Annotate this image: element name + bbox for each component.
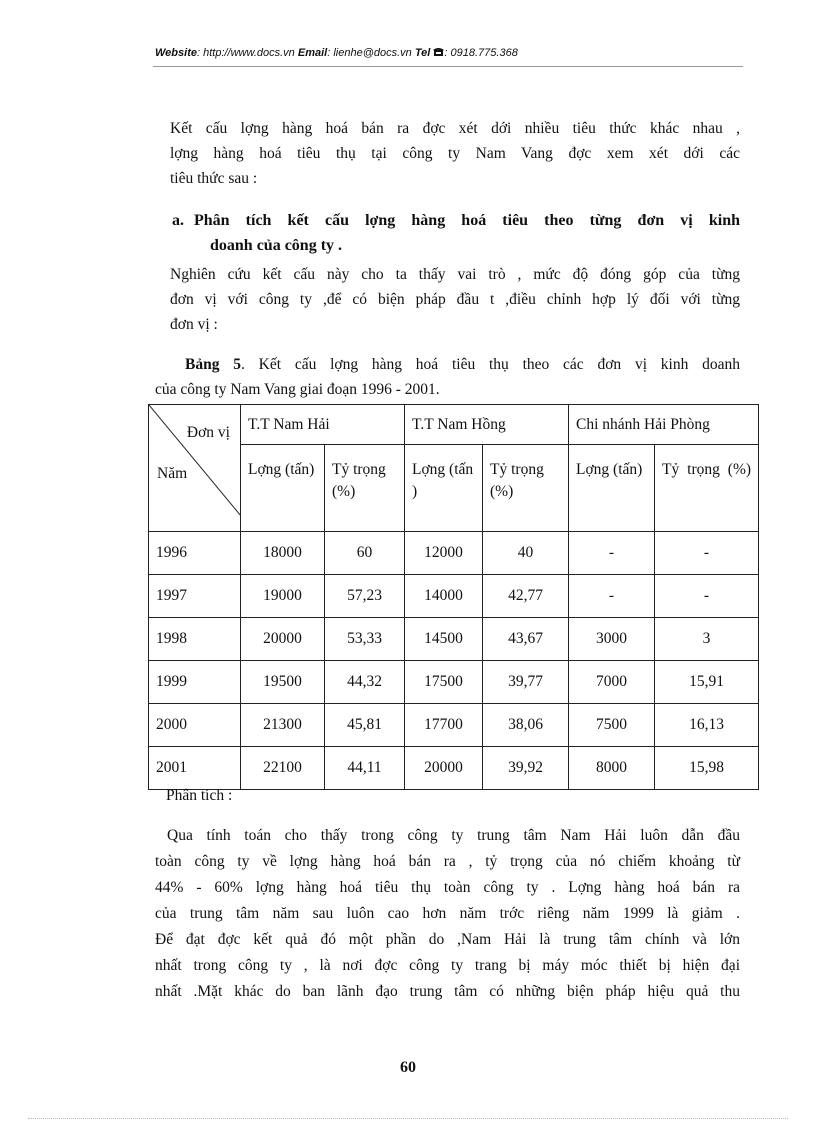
- table-cell: 38,06: [483, 704, 569, 747]
- analysis-line: 44% - 60% lợng hàng hoá tiêu thụ toàn công ty . Lợng hàng hoá bán ra: [155, 879, 740, 896]
- table-cell: 40: [483, 532, 569, 575]
- heading-line: doanh của công ty .: [210, 237, 343, 254]
- year-cell: 1997: [149, 575, 241, 618]
- table-cell: 16,13: [655, 704, 759, 747]
- subheader-cell: Lợng (tấn): [241, 445, 325, 532]
- table-cell: -: [569, 532, 655, 575]
- analysis-line: nhất .Mặt khác do ban lãnh đạo trung tâm có những biện pháp hiệu quả thu: [155, 983, 740, 1000]
- year-cell: 2001: [149, 747, 241, 790]
- tel-label: Tel: [414, 47, 431, 59]
- corner-cell: [149, 405, 241, 532]
- subheader-cell: Tỷ trọng (%): [655, 445, 759, 532]
- header-divider: [153, 66, 743, 67]
- tel-value: : 0918.775.368: [444, 47, 518, 59]
- intro-paragraph: [170, 116, 740, 191]
- email-label: Email: [297, 47, 328, 59]
- unit-header: T.T Nam Hồng: [405, 405, 569, 445]
- table-cell: 44,32: [325, 661, 405, 704]
- year-cell: 2000: [149, 704, 241, 747]
- table-cell: 44,11: [325, 747, 405, 790]
- table-cell: 8000: [569, 747, 655, 790]
- analysis-line: toàn công ty về lợng hàng hoá bán ra , tỷ trọng của nó chiếm khoảng từ: [155, 853, 740, 870]
- table-cell: 42,77: [483, 575, 569, 618]
- email-value: : lienhe@docs.vn: [327, 47, 412, 59]
- table-cell: 43,67: [483, 618, 569, 661]
- subheader-cell: Tỷ trọng (%): [325, 445, 405, 532]
- year-cell: 1998: [149, 618, 241, 661]
- table-cell: -: [655, 532, 759, 575]
- research-line: Nghiên cứu kết cấu này cho ta thấy vai trò , mức độ đóng góp của từng: [170, 266, 740, 283]
- table-cell: 3: [655, 618, 759, 661]
- table-row: [149, 661, 759, 704]
- table-cell: 19000: [241, 575, 325, 618]
- table-cell: 7000: [569, 661, 655, 704]
- caption-line: của công ty Nam Vang giai đoạn 1996 - 2001.: [155, 381, 440, 398]
- table-cell: 15,98: [655, 747, 759, 790]
- table-cell: 45,81: [325, 704, 405, 747]
- table-cell: -: [655, 575, 759, 618]
- research-paragraph: [170, 262, 740, 337]
- unit-header: Chi nhánh Hải Phòng: [569, 405, 759, 445]
- caption-label: Bảng 5: [185, 356, 241, 373]
- table-cell: 22100: [241, 747, 325, 790]
- analysis-line: Để đạt đợc kết quả đó một phần do ,Nam Hải là trung tâm chính và lớn: [155, 931, 740, 948]
- table-cell: 17500: [405, 661, 483, 704]
- research-line: đơn vị :: [170, 316, 218, 333]
- subheader-cell: Tỷ trọng (%): [483, 445, 569, 532]
- subheader-cell: Lợng (tấn): [569, 445, 655, 532]
- page-number: 60: [400, 1059, 416, 1076]
- table-cell: 17700: [405, 704, 483, 747]
- caption-line: [155, 352, 740, 377]
- website-label: Website: [155, 47, 197, 59]
- analysis-line: nhất trong công ty , là nơi đợc công ty trang bị máy móc thiết bị hiện đại: [155, 957, 740, 974]
- table-cell: 14500: [405, 618, 483, 661]
- analysis-line: của trung tâm năm sau luôn cao hơn năm trớc riêng năm 1999 là giảm .: [155, 905, 740, 922]
- analysis-label: Phân tích :: [166, 787, 233, 804]
- table-cell: 3000: [569, 618, 655, 661]
- table-cell: 60: [325, 532, 405, 575]
- analysis-line: Qua tính toán cho thấy trong công ty trung tâm Nam Hải luôn dẫn đầu: [167, 827, 740, 844]
- table-cell: 39,92: [483, 747, 569, 790]
- table-row: [149, 575, 759, 618]
- table-cell: 12000: [405, 532, 483, 575]
- table-row: [149, 704, 759, 747]
- table-cell: 53,33: [325, 618, 405, 661]
- heading-line: Phân tích kết cấu lợng hàng hoá tiêu theo từng đơn vị kinh: [194, 212, 740, 229]
- intro-line: Kết cấu lợng hàng hoá bán ra đợc xét dới nhiều tiêu thức khác nhau ,: [170, 120, 740, 137]
- corner-diagonal: [149, 405, 241, 516]
- website-value: : http://www.docs.vn: [196, 47, 295, 59]
- unit-header: T.T Nam Hải: [241, 405, 405, 445]
- table-row: [149, 532, 759, 575]
- analysis-paragraph: [155, 823, 740, 1005]
- research-line: đơn vị với công ty ,để có biện pháp đầu t ,điều chỉnh hợp lý đối với từng: [170, 291, 740, 308]
- year-cell: 1996: [149, 532, 241, 575]
- table-cell: 20000: [405, 747, 483, 790]
- corner-bottom-label: Năm: [157, 465, 188, 482]
- corner-top-label: Đơn vị: [186, 424, 230, 441]
- section-heading: [172, 208, 740, 258]
- table-row: [149, 747, 759, 790]
- table-cell: 19500: [241, 661, 325, 704]
- table-cell: -: [569, 575, 655, 618]
- table-cell: 7500: [569, 704, 655, 747]
- table-cell: 14000: [405, 575, 483, 618]
- table-caption: [155, 352, 740, 402]
- caption-text: . Kết cấu lợng hàng hoá tiêu thụ theo các đơn vị kinh doanh: [241, 356, 740, 373]
- year-cell: 1999: [149, 661, 241, 704]
- table-cell: 18000: [241, 532, 325, 575]
- table-header-row: [149, 405, 759, 445]
- intro-line: lợng hàng hoá tiêu thụ tại công ty Nam Vang đợc xem xét dới các: [170, 145, 740, 162]
- page-header: [155, 47, 745, 59]
- table-cell: 57,23: [325, 575, 405, 618]
- phone-icon: [433, 47, 444, 59]
- subheader-cell: Lợng (tấn ): [405, 445, 483, 532]
- heading-letter: a.: [172, 212, 184, 229]
- page-bottom-divider: [28, 1118, 788, 1119]
- table-cell: 21300: [241, 704, 325, 747]
- table-cell: 15,91: [655, 661, 759, 704]
- intro-line: tiêu thức sau :: [170, 170, 258, 187]
- table-row: [149, 618, 759, 661]
- data-table: [148, 404, 759, 790]
- table-cell: 20000: [241, 618, 325, 661]
- table-cell: 39,77: [483, 661, 569, 704]
